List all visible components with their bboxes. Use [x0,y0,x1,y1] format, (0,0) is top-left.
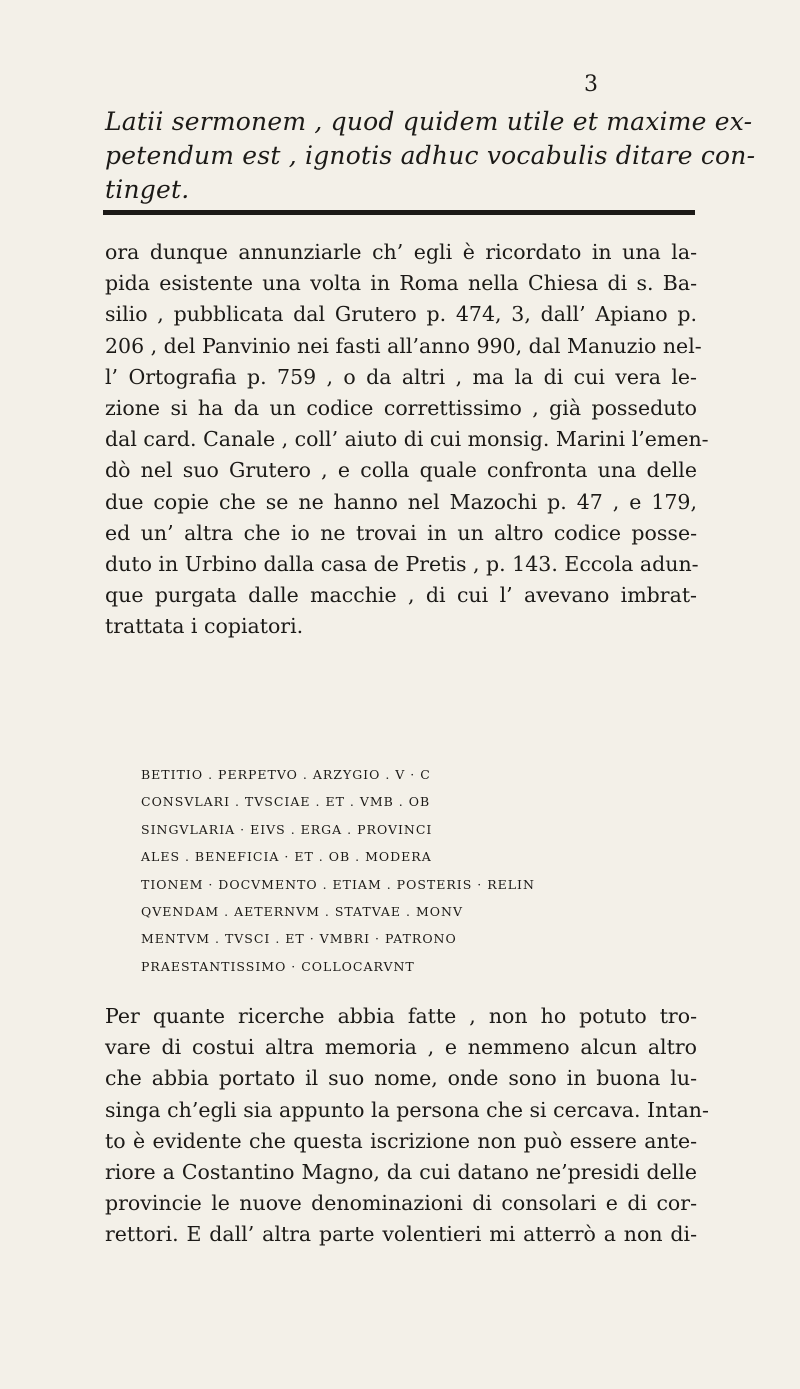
text-line: to è evidente che questa iscrizione non può essere ante- [105,1128,697,1153]
inscription-line: QVENDAM . AETERNVM . STATVAE . MONV [141,904,463,920]
text-line: due copie che se ne hanno nel Mazochi p. 47 , e 179, [105,489,697,514]
latin-inscription [141,761,661,980]
text-line: rettori. E dall’ altra parte volentieri mi atterrò a non di- [105,1222,697,1247]
inscription-line: BETITIO . PERPETVO . ARZYGIO . V · C [141,767,431,782]
text-line: zione si ha da un codice correttissimo , già posseduto [105,396,697,421]
italic-line: tinget. [105,175,190,204]
text-line: ed un’ altra che io ne trovai in un altro codice posse- [105,520,697,545]
text-line: pida esistente una volta in Roma nella Chiesa di s. Ba- [105,271,697,296]
text-line: singa ch’egli sia appunto la persona che si cercava. Intan- [105,1097,709,1122]
inscription-line: TIONEM · DOCVMENTO . ETIAM . POSTERIS · RELIN [141,876,535,892]
text-line: vare di costui altra memoria , e nemmeno alcun altro [105,1035,697,1060]
paragraph-2 [105,1001,709,1251]
paragraph-1 [105,237,709,643]
inscription-line: ALES . BENEFICIA · ET . OB . MODERA [141,849,432,865]
text-line: l’ Ortografia p. 759 , o da altri , ma la di cui vera le- [105,364,697,389]
text-line: riore a Costantino Magno, da cui datano ne’presidi delle [105,1160,697,1185]
inscription-line: MENTVM . TVSCI . ET · VMBRI · PATRONO [141,931,457,947]
text-line: che abbia portato il suo nome, onde sono in buona lu- [105,1066,697,1091]
text-line: que purgata dalle macchie , di cui l’ avevano imbrat- [105,583,697,608]
text-line: trattata i copiatori. [105,614,304,639]
text-line: silio , pubblicata dal Grutero p. 474, 3, dall’ Apiano p. [105,302,697,327]
text-line: dal card. Canale , coll’ aiuto di cui monsig. Marini l’emen- [105,427,709,452]
text-line: Per quante ricerche abbia fatte , non ho potuto tro- [105,1004,697,1028]
text-line: ora dunque annunziarle ch’ egli è ricordato in una la- [105,240,697,264]
italic-passage [105,105,756,207]
text-line: 206 , del Panvinio nei fasti all’anno 990, dal Manuzio nel- [105,333,702,358]
text-line: dò nel suo Grutero , e colla quale confronta una delle [105,458,697,483]
italic-line: Latii sermonem , quod quidem utile et maxime ex- [105,107,753,136]
text-line: duto in Urbino dalla casa de Pretis , p. 143. Eccola adun- [105,552,699,577]
inscription-line: CONSVLARI . TVSCIAE . ET . VMB . OB [141,794,431,810]
italic-line: petendum est , ignotis adhuc vocabulis ditare con- [105,141,756,170]
page-number: 3 [584,72,598,97]
inscription-line: SINGVLARIA · EIVS . ERGA . PROVINCI [141,821,433,837]
inscription-line: PRAESTANTISSIMO · COLLOCARVNT [141,958,415,974]
text-line: provincie le nuove denominazioni di consolari e di cor- [105,1191,697,1216]
horizontal-rule-divider [103,210,695,215]
